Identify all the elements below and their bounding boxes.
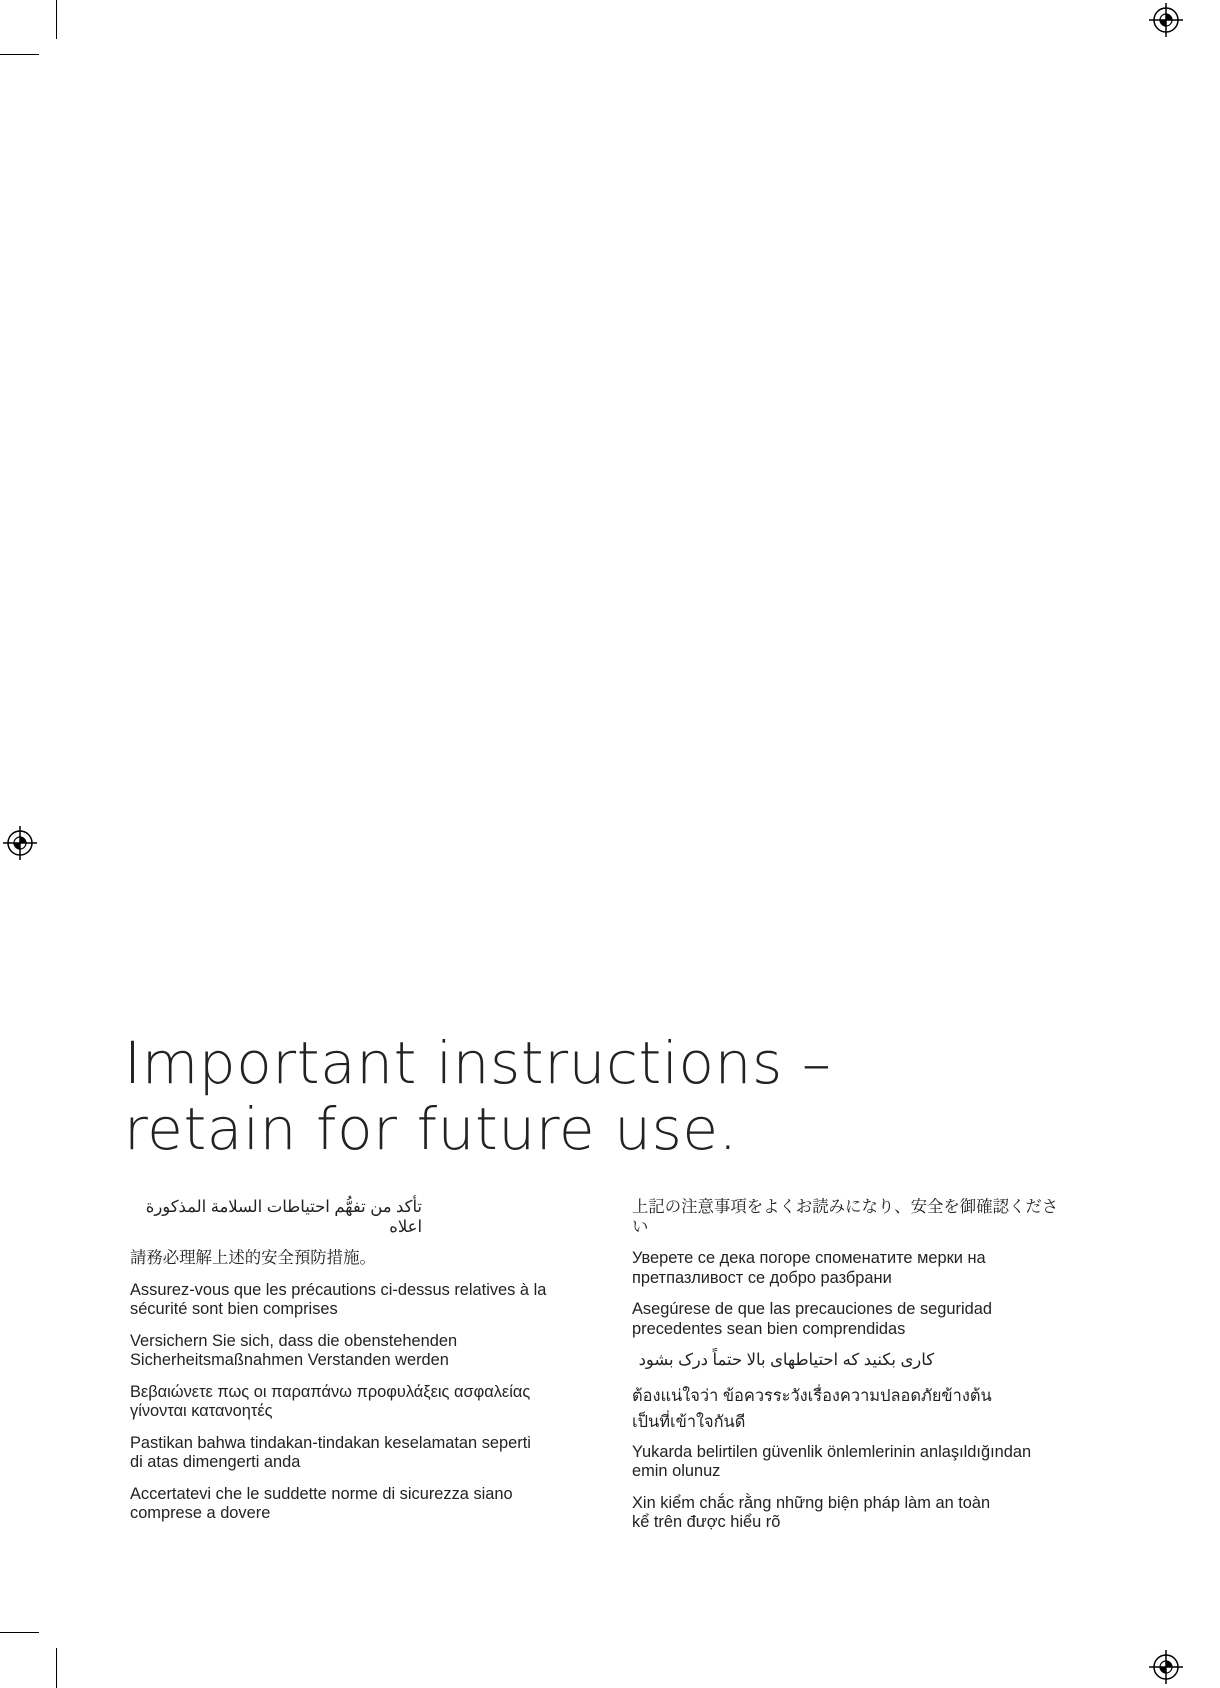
crop-mark-top-left-vertical bbox=[56, 0, 57, 39]
translation-turkish: Yukarda belirtilen güvenlik önlemlerinin anlaşıldığından emin olunuz bbox=[632, 1442, 1032, 1480]
crop-mark-bottom-left-horizontal bbox=[0, 1632, 39, 1633]
page-title-line-2: retain for future use. bbox=[124, 1095, 738, 1163]
crop-mark-bottom-left-vertical bbox=[56, 1648, 57, 1688]
registration-mark-bottom-right-icon bbox=[1149, 1650, 1183, 1684]
translation-spanish: Asegúrese de que las precauciones de seguridad precedentes sean bien comprendidas bbox=[632, 1300, 992, 1338]
translation-italian: Accertatevi che le suddette norme di sicurezza siano comprese a dovere bbox=[130, 1484, 513, 1522]
translation-chinese: 請務必理解上述的安全預防措施。 bbox=[130, 1249, 376, 1267]
translations-left-column bbox=[130, 1198, 590, 1536]
page-title-line-1: Important instructions – bbox=[124, 1029, 832, 1097]
registration-mark-top-right-icon bbox=[1149, 3, 1183, 37]
crop-mark-top-left-horizontal bbox=[0, 54, 39, 55]
translation-german: Versichern Sie sich, dass die obenstehenden Sicherheitsmaßnahmen Verstanden werden bbox=[130, 1331, 458, 1369]
translation-macedonian: Уверете се дека погоре споменатите мерки на претпазливост се добро разбрани bbox=[632, 1249, 986, 1287]
translation-french: Assurez-vous que les précautions ci-dessus relatives à la sécurité sont bien comprises bbox=[130, 1280, 547, 1318]
page-title bbox=[124, 1030, 831, 1162]
registration-mark-middle-left-icon bbox=[3, 826, 37, 860]
translation-greek: Βεβαιώνετε πως οι παραπάνω προφυλάξεις ασφαλείας γίνονται κατανοητές bbox=[130, 1382, 531, 1420]
translation-japanese: 上記の注意事項をよくお読みになり、安全を御確認ください bbox=[632, 1198, 1059, 1236]
translations-right-column bbox=[632, 1198, 1072, 1545]
translation-thai: ต้องแน่ใจว่า ข้อควรระวังเรื่องความปลอดภัยข้างต้น เป็นที่เข้าใจกันดี bbox=[632, 1386, 992, 1431]
translation-indonesian: Pastikan bahwa tindakan-tindakan keselamatan seperti di atas dimengerti anda bbox=[130, 1433, 531, 1471]
translation-arabic: تأكد من تفهُّم احتياطات السلامة المذكورة اعلاه bbox=[145, 1198, 422, 1236]
translation-persian: کاری بکنید که احتیاطهای بالا حتماً درک بشود bbox=[638, 1351, 934, 1369]
translation-vietnamese: Xin kiểm chắc rằng những biện pháp làm an toàn kể trên được hiểu rõ bbox=[632, 1493, 991, 1531]
